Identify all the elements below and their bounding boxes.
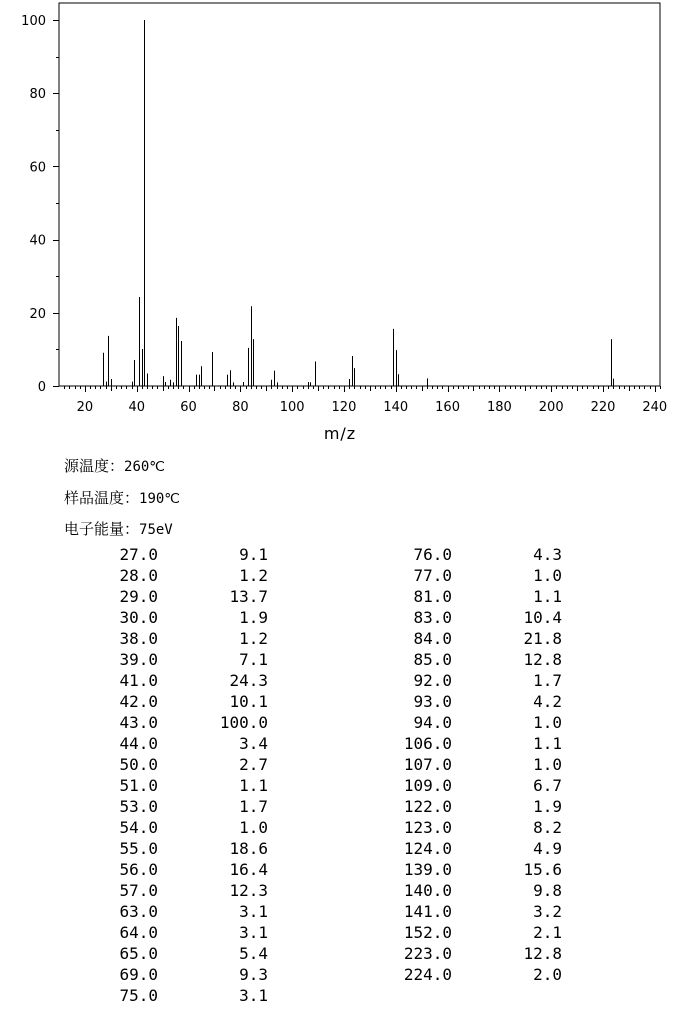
peak-row xyxy=(396,649,562,670)
peak-abundance: 1.9 xyxy=(239,608,268,627)
peak-row xyxy=(102,838,268,859)
peak-row xyxy=(102,796,268,817)
peak-mz: 63.0 xyxy=(119,902,158,921)
x-tick-label: 120 xyxy=(331,400,357,415)
peak-abundance: 9.3 xyxy=(239,965,268,984)
peak-row xyxy=(396,796,562,817)
peak-abundance: 10.4 xyxy=(523,608,562,627)
peak-row xyxy=(396,880,562,901)
peak-row xyxy=(396,775,562,796)
peak-row xyxy=(102,670,268,691)
peak-row xyxy=(102,733,268,754)
peak-mz: 65.0 xyxy=(119,944,158,963)
peak-mz: 106.0 xyxy=(403,734,452,753)
peak-row xyxy=(102,712,268,733)
peak-mz: 57.0 xyxy=(119,881,158,900)
peak-abundance: 3.4 xyxy=(239,734,268,753)
peak-mz: 50.0 xyxy=(119,755,158,774)
peak-abundance: 4.3 xyxy=(533,545,562,564)
peak-abundance: 1.2 xyxy=(239,566,268,585)
x-tick-label: 220 xyxy=(590,400,616,415)
plot-frame xyxy=(59,3,660,386)
x-tick-label: 180 xyxy=(486,400,512,415)
source-temperature xyxy=(64,457,165,476)
peak-row xyxy=(396,859,562,880)
peak-abundance: 15.6 xyxy=(523,860,562,879)
peak-row xyxy=(396,943,562,964)
peak-abundance: 4.9 xyxy=(533,839,562,858)
peak-row xyxy=(102,985,268,1006)
peak-row xyxy=(102,922,268,943)
peak-abundance: 12.8 xyxy=(523,944,562,963)
peak-row xyxy=(396,628,562,649)
peak-abundance: 21.8 xyxy=(523,629,562,648)
peak-mz: 53.0 xyxy=(119,797,158,816)
peak-mz: 41.0 xyxy=(119,671,158,690)
electron-energy-label: 电子能量： xyxy=(64,520,140,538)
peak-row xyxy=(102,586,268,607)
peak-mz: 30.0 xyxy=(119,608,158,627)
peak-abundance: 6.7 xyxy=(533,776,562,795)
peak-mz: 64.0 xyxy=(119,923,158,942)
peak-abundance: 10.1 xyxy=(229,692,268,711)
peak-mz: 27.0 xyxy=(119,545,158,564)
peak-mz: 140.0 xyxy=(403,881,452,900)
peak-mz: 51.0 xyxy=(119,776,158,795)
peak-mz: 123.0 xyxy=(403,818,452,837)
peak-mz: 83.0 xyxy=(413,608,452,627)
peak-mz: 109.0 xyxy=(403,776,452,795)
peak-mz: 43.0 xyxy=(119,713,158,732)
peak-abundance: 12.8 xyxy=(523,650,562,669)
peak-row xyxy=(396,712,562,733)
sample-temperature-value: 190℃ xyxy=(139,491,181,507)
peak-row xyxy=(102,628,268,649)
sample-temperature-label: 样品温度： xyxy=(64,489,140,507)
peak-row xyxy=(102,691,268,712)
source-temperature-value: 260℃ xyxy=(124,459,166,475)
peak-mz: 152.0 xyxy=(403,923,452,942)
peak-row xyxy=(102,754,268,775)
peak-mz: 94.0 xyxy=(413,713,452,732)
peak-abundance: 9.8 xyxy=(533,881,562,900)
peak-row xyxy=(396,838,562,859)
peak-abundance: 1.0 xyxy=(533,755,562,774)
peak-mz: 56.0 xyxy=(119,860,158,879)
y-tick-label: 60 xyxy=(29,160,46,176)
peak-abundance: 5.4 xyxy=(239,944,268,963)
peak-mz: 81.0 xyxy=(413,587,452,606)
peak-row xyxy=(396,586,562,607)
y-tick-label: 0 xyxy=(37,380,46,395)
x-tick-label: 80 xyxy=(232,400,249,415)
peak-mz: 39.0 xyxy=(119,650,158,669)
peak-abundance: 9.1 xyxy=(239,545,268,564)
peak-abundance: 3.2 xyxy=(533,902,562,921)
peak-abundance: 100.0 xyxy=(219,713,268,732)
y-tick-label: 100 xyxy=(21,14,46,29)
peak-row xyxy=(102,544,268,565)
peak-mz: 76.0 xyxy=(413,545,452,564)
y-tick-label: 80 xyxy=(29,87,46,103)
peak-abundance: 18.6 xyxy=(229,839,268,858)
peak-mz: 77.0 xyxy=(413,566,452,585)
peak-row xyxy=(102,649,268,670)
peak-mz: 124.0 xyxy=(403,839,452,858)
peak-row xyxy=(102,964,268,985)
peak-mz: 85.0 xyxy=(413,650,452,669)
peak-abundance: 24.3 xyxy=(229,671,268,690)
peak-row xyxy=(102,775,268,796)
peak-table-right xyxy=(396,544,562,985)
peak-row xyxy=(102,565,268,586)
x-tick-label: 60 xyxy=(180,400,197,415)
peak-row xyxy=(396,901,562,922)
mass-spectrum-chart xyxy=(0,0,680,420)
peak-abundance: 1.1 xyxy=(533,587,562,606)
peak-abundance: 1.7 xyxy=(533,671,562,690)
peak-row xyxy=(396,670,562,691)
peak-row xyxy=(102,859,268,880)
peak-row xyxy=(102,817,268,838)
peak-row xyxy=(102,607,268,628)
peak-abundance: 1.7 xyxy=(239,797,268,816)
x-tick-label: 200 xyxy=(538,400,564,415)
peak-abundance: 3.1 xyxy=(239,923,268,942)
peak-row xyxy=(396,544,562,565)
x-tick-label: 240 xyxy=(642,400,668,415)
peak-mz: 38.0 xyxy=(119,629,158,648)
peak-abundance: 16.4 xyxy=(229,860,268,879)
peak-abundance: 1.1 xyxy=(239,776,268,795)
peak-row xyxy=(396,733,562,754)
peak-mz: 139.0 xyxy=(403,860,452,879)
peak-row xyxy=(396,565,562,586)
x-axis-label: m/z xyxy=(323,424,357,443)
electron-energy xyxy=(64,520,173,539)
peak-abundance: 3.1 xyxy=(239,902,268,921)
peak-row xyxy=(396,607,562,628)
peak-mz: 28.0 xyxy=(119,566,158,585)
peak-row xyxy=(102,901,268,922)
peak-abundance: 2.7 xyxy=(239,755,268,774)
peak-row xyxy=(396,964,562,985)
x-tick-label: 100 xyxy=(279,400,305,415)
peak-mz: 107.0 xyxy=(403,755,452,774)
peak-abundance: 1.0 xyxy=(239,818,268,837)
peak-abundance: 1.0 xyxy=(533,566,562,585)
peak-mz: 93.0 xyxy=(413,692,452,711)
peak-mz: 122.0 xyxy=(403,797,452,816)
peak-abundance: 3.1 xyxy=(239,986,268,1005)
x-tick-label: 140 xyxy=(383,400,409,415)
y-tick-label: 40 xyxy=(29,233,46,249)
x-tick-label: 40 xyxy=(128,400,145,415)
peak-mz: 54.0 xyxy=(119,818,158,837)
peak-mz: 92.0 xyxy=(413,671,452,690)
peak-mz: 223.0 xyxy=(403,944,452,963)
peak-row xyxy=(396,817,562,838)
peak-mz: 141.0 xyxy=(403,902,452,921)
peak-abundance: 1.1 xyxy=(533,734,562,753)
peak-mz: 44.0 xyxy=(119,734,158,753)
source-temperature-label: 源温度： xyxy=(64,457,125,475)
peak-mz: 69.0 xyxy=(119,965,158,984)
peak-mz: 42.0 xyxy=(119,692,158,711)
peak-row xyxy=(396,691,562,712)
x-tick-label: 160 xyxy=(435,400,460,415)
peak-abundance: 2.0 xyxy=(533,965,562,984)
peak-abundance: 13.7 xyxy=(229,587,268,606)
electron-energy-value: 75eV xyxy=(139,522,173,538)
peak-mz: 224.0 xyxy=(403,965,452,984)
peak-abundance: 2.1 xyxy=(533,923,562,942)
peak-mz: 75.0 xyxy=(119,986,158,1005)
peak-abundance: 1.9 xyxy=(533,797,562,816)
peak-abundance: 12.3 xyxy=(229,881,268,900)
peak-abundance: 1.2 xyxy=(239,629,268,648)
peak-mz: 29.0 xyxy=(119,587,158,606)
peak-abundance: 1.0 xyxy=(533,713,562,732)
y-tick-label: 20 xyxy=(29,306,46,322)
peak-abundance: 7.1 xyxy=(239,650,268,669)
peak-row xyxy=(102,943,268,964)
peak-abundance: 8.2 xyxy=(533,818,562,837)
peak-table-left xyxy=(102,544,268,1006)
peak-row xyxy=(396,754,562,775)
peak-row xyxy=(102,880,268,901)
peak-row xyxy=(396,922,562,943)
peak-mz: 55.0 xyxy=(119,839,158,858)
peak-mz: 84.0 xyxy=(413,629,452,648)
peak-abundance: 4.2 xyxy=(533,692,562,711)
sample-temperature xyxy=(64,489,180,508)
x-tick-label: 20 xyxy=(76,400,94,415)
